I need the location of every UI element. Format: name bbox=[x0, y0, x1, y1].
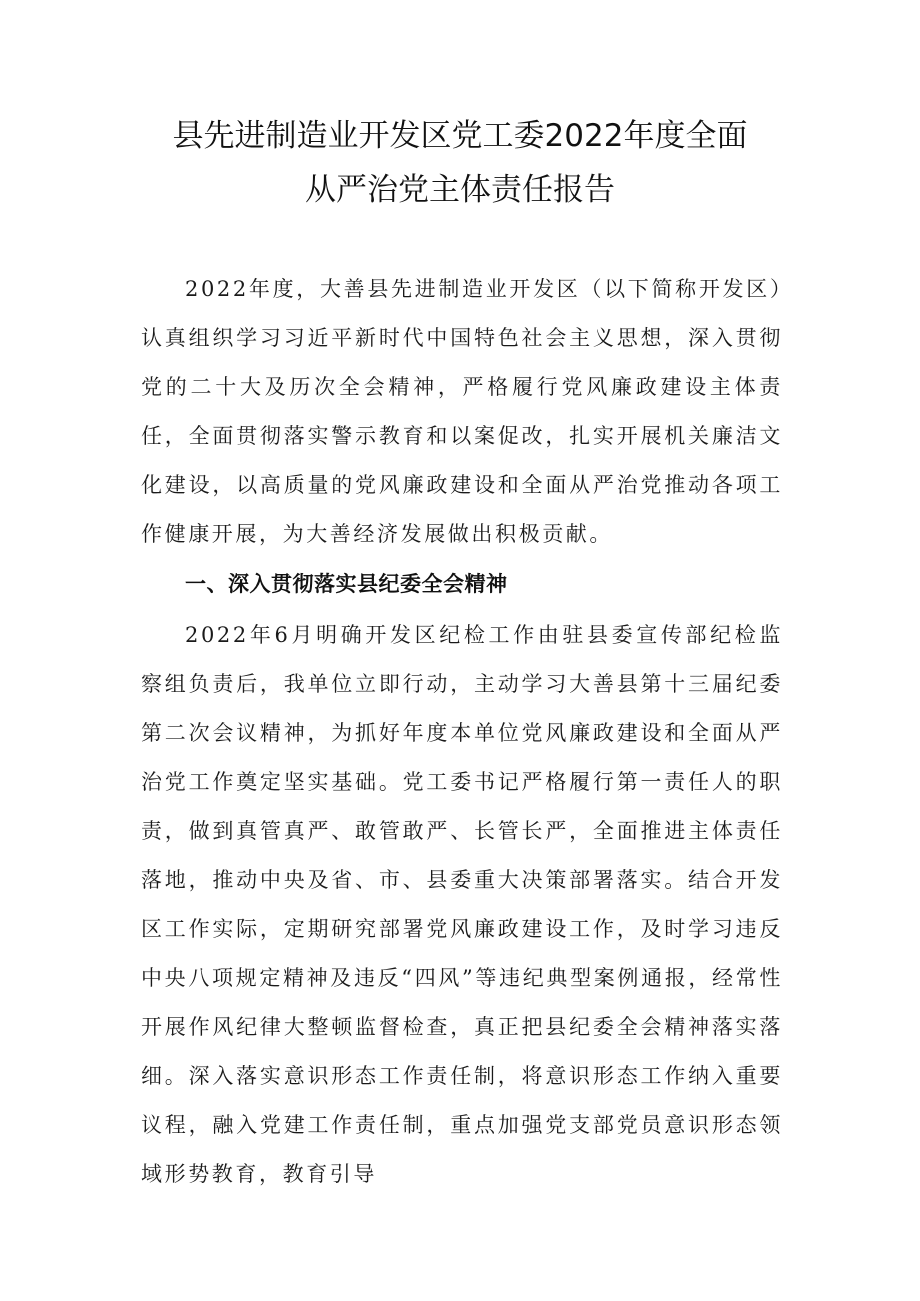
document-title-line-2: 从严治党主体责任报告 bbox=[305, 172, 615, 208]
section-1-heading: 一、深入贯彻落实县纪委全会精神 bbox=[185, 572, 508, 596]
document-title-line-1: 县先进制造业开发区党工委2022年度全面 bbox=[172, 118, 748, 154]
intro-paragraph: 2022年度，大善县先进制造业开发区（以下简称开发区）认真组织学习习近平新时代中国特色社会主义思想，深入贯彻党的二十大及历次全会精神，严格履行党风廉政建设主体责任，全面贯彻落实警示教育和以案促改，扎实开展机关廉洁文化建设，以高质量的党风廉政建设和全面从严治党推动各项工作健康开展，为大善经济发展做出积极贡献。 bbox=[141, 277, 783, 546]
section-1-paragraph: 2022年6月明确开发区纪检工作由驻县委宣传部纪检监察组负责后，我单位立即行动，主动学习大善县第十三届纪委第二次会议精神，为抓好年度本单位党风廉政建设和全面从严治党工作奠定坚实基础。党工委书记严格履行第一责任人的职责，做到真管真严、敢管敢严、长管长严，全面推进主体责任落地，推动中央及省、市、县委重大决策部署落实。结合开发区工作实际，定期研究部署党风廉政建设工作，及时学习违反中央八项规定精神及违反“四风”等违纪典型案例通报，经常性开展作风纪律大整顿监督检查，真正把县纪委全会精神落实落细。深入落实意识形态工作责任制，将意识形态工作纳入重要议程，融入党建工作责任制，重点加强党支部党员意识形态领域形势教育，教育引导 bbox=[141, 623, 783, 1186]
